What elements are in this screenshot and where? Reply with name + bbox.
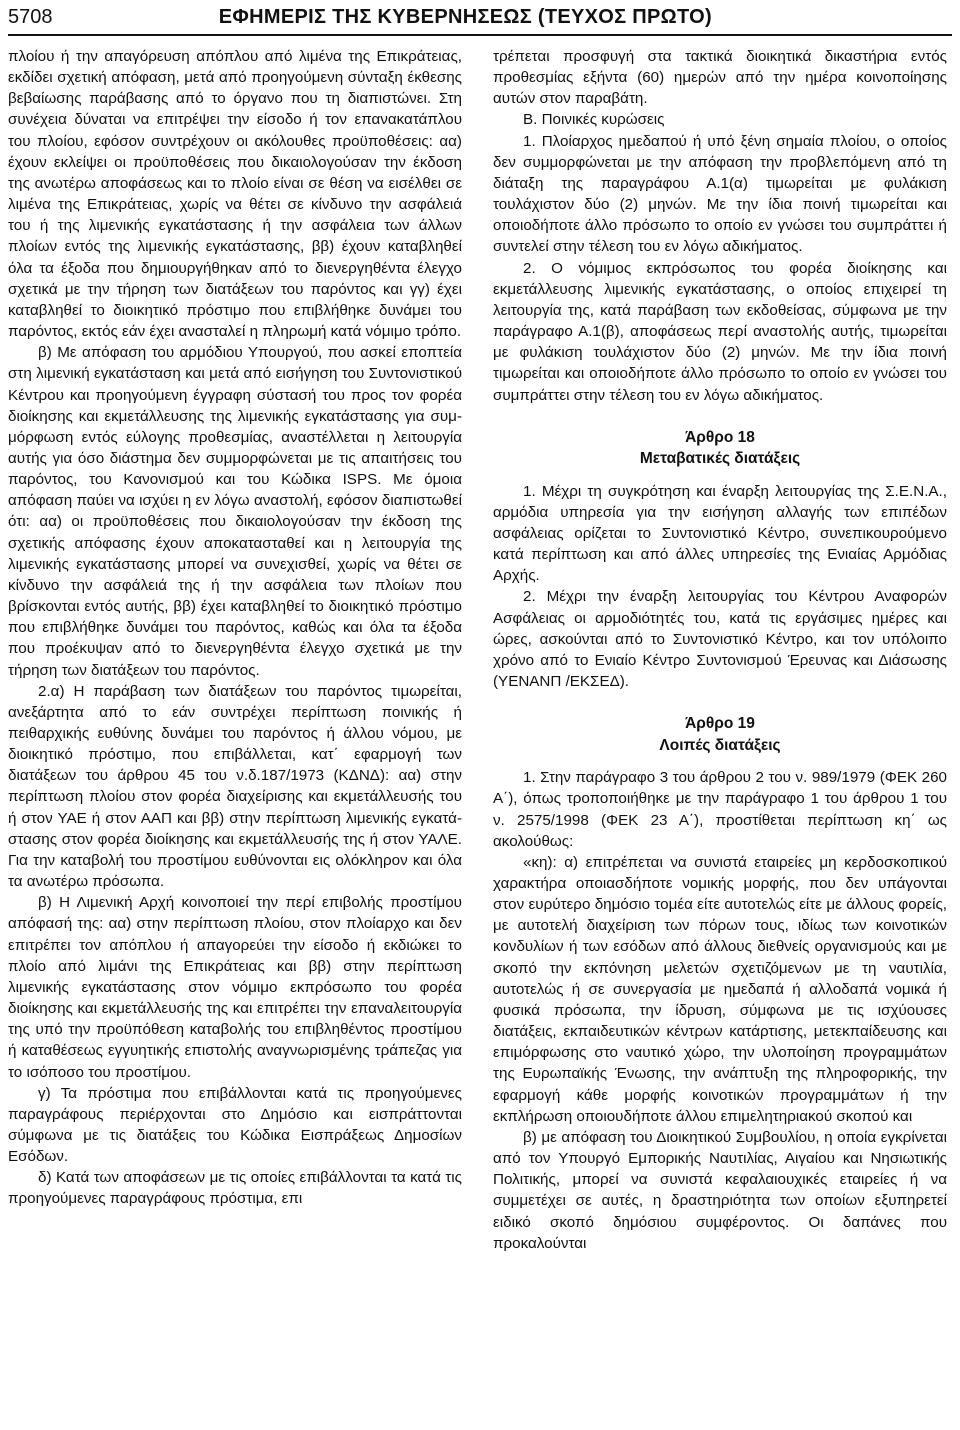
gazette-title: ΕΦΗΜΕΡΙΣ ΤΗΣ ΚΥΒΕΡΝΗΣΕΩΣ (ΤΕΥΧΟΣ ΠΡΩΤΟ) [218,5,712,28]
section-heading: Β. Ποινικές κυρώσεις [523,111,665,129]
article-18-heading: Άρθρο 18 [685,428,755,446]
article-18-title: Μεταβατικές διατάξεις [639,450,801,468]
article-19-heading: Άρθρο 19 [685,715,755,733]
paragraph: 1. Μέχρι τη συγκρότηση και έναρξη λειτουργίας της Σ.Ε.Ν.Α., αρμόδια υπηρεσία για την εισήγηση αλλαγής των επιπέδων ασφάλειας ορίζεται το Συντονιστικό Κέντρο, συνεπικουρούμενο κατά περίπτωση και από άλλες υπηρεσίες της Ενιαίας Αρμόδιας Αρχής. [493,482,947,585]
paragraph: 2. Ο νόμιμος εκπρόσωπος του φορέα διοίκησης και εκμετάλλευσης λιμενικής εγκατάστασης, ο οποίος επιχειρεί τη λειτουργία της, κατά παράβαση των εκδοθείσας, σύμφωνα με την παράγραφο Α.1(β), αποφάσεως περί αναστολής αυτής, τιμωρείται με φυλάκιση τουλάχιστον δύο (2) μηνών. Με την ίδια ποινή τιμωρείται και οποιοδήποτε άλλο πρόσωπο το οποίο εν γνώσει του συμπράττει στην τέλεση του εν λόγω αδικήματος. [493,259,947,404]
paragraph: τρέπεται προσφυγή στα τακτικά διοικητικά δικαστήρια εντός προθεσμίας εξήντα (60) ημερών από την ημέρα κοινοποίησης αυτών στον παραβάτη. [493,48,947,108]
page-number: 5708 [8,5,53,28]
page-header [8,0,952,36]
paragraph: β) Η Λιμενική Αρχή κοινοποιεί την περί επιβολής προστίμου απόφασή της: αα) στην περίπτωση πλοίου, στον πλοίαρχο και δεν επιτρέπει τον απόπλου ή απαγορεύει την είσοδο ή εκδιώκει το πλοίο από λιμάνι της Επικράτειας και ββ) στην περίπτωση λιμενικής εγκατάστασης στον νόμιμο εκπρόσωπο του φορέα διοίκησης και εκμετάλλευσής της και επιτρέπει την επαναλειτουργία της υπό την προϋπόθεση καταβολής του επιβληθέντος προστίμου ή καταθέσεως εγγυητικής επιστολής αναγνωρισμένης τράπεζας για το ισόποσο του προστίμου. [8,894,462,1081]
article-19-title: Λοιπές διατάξεις [659,736,781,754]
paragraph: γ) Τα πρόστιμα που επιβάλλονται κατά τις προηγούμενες παραγράφους περιέρχονται στο Δημόσιο και εισπράττονται σύμφωνα με τις διατάξεις του Κώδικα Εισπράξεως Δημοσίων Εσόδων. [8,1084,462,1166]
left-column [8,46,462,1210]
paragraph: δ) Κατά των αποφάσεων με τις οποίες επιβάλλονται τα κατά τις προηγούμενες παραγράφους πρόστιμα, επι [8,1169,462,1208]
paragraph: β) με απόφαση του Διοικητικού Συμβουλίου, η οποία εγκρίνεται από τον Υπουργό Εμπορικής Ναυτιλίας, Αιγαίου και Νησιωτικής Πολιτικής, μπορεί να συνιστά κεφαλαιουχικές εταιρείες ή να συμμετέχει σε αυτές, η δραστηριότητα των οποίων εξυπηρετεί ειδικό σκοπό δημόσιου συμφέροντος. Οι δαπάνες που προκαλούνται [493,1128,947,1252]
paragraph: «κη): α) επιτρέπεται να συνιστά εταιρείες μη κερδοσκοπικού χαρακτήρα οποιασδήποτε νομικής μορφής, που δεν υπάγονται στον ευρύτερο δημόσιο τομέα είτε αυτοτελώς είτε με άλλους φορείς, με αυτοτελή διαχείριση των πόρων τους, ιδίως των κοινοτικών κονδυλίων ή των εσόδων από άλλους διεθνείς οργανισμούς και με σκοπό την εκπόνηση μελετών σχετιζόμενων με τη ναυτιλία, αυτοτελώς ή σε συνεργασία με ημεδαπά ή αλλοδαπά νομικά ή φυσικά πρόσωπα, την ίδρυση, σύμφωνα με τις ισχύουσες διατάξεις, εκπαιδευτικών κέντρων κατάρτισης, μετεκπαίδευσης και επιμόρφωσης στο ναυτικό χώρο, την υλοποίηση προγραμμάτων της Ευρωπαϊκής Ένωσης, την ανάπτυξη της πληροφορικής, την εφαρμογή κάθε μορφής κοινοτικών προγραμμάτων ή την εκπλήρωση οποιουδήποτε άλλου επιμελητηριακού σκοπού και [493,853,947,1125]
paragraph: 1. Πλοίαρχος ημεδαπού ή υπό ξένη σημαία πλοίου, ο οποίος δεν συμμορφώνεται με την απόφαση την προβλεπόμενη από τη διάταξη της παραγράφου Α.1(α) τιμωρείται με φυλάκιση τουλάχιστον δύο (2) μηνών. Με την ίδια ποινή τιμωρείται και οποιοδήποτε άλλο πρόσωπο το οποίο εν γνώσει του συμπράττει ή συντελεί στην τέλεση του εν λόγω αδικήματος. [493,132,947,256]
paragraph: β) Με απόφαση του αρμόδιου Υπουργού, που ασκεί εποπτεία στη λιμενική εγκατάσταση και μετά από εισήγηση του Συντονιστικού Κέντρου και προηγούμενη έγγραφη σύστασή του προς τον φορέα διοίκησης και εκμετάλλευσης της λιμενικής εγκατάστασης για συμμόρφωση εντός εύλογης προθεσμίας, αναστέλλεται η λειτουργία αυτής για όσο διάστημα δεν συμμορφώνεται με τις απαιτήσεις του παρόντος, του Κανονισμού και του Κώδικα ISPS. Με όμοια απόφαση παύει να ισχύει η εν λόγω αναστολή, εφόσον διαπιστωθεί ότι: αα) οι προϋποθέσεις που δικαιολογούσαν την έκδοση της σχετικής απόφασης έχουν αποκατασταθεί και η λειτουργία της λιμενικής εγκατάστασης μπορεί να συνεχισθεί, χωρίς να θέτει σε κίνδυνο την ασφάλειά της ή την ασφάλεια των πλοίων που βρίσκονται εντός αυτής, ββ) έχει καταβληθεί το διοικητικό πρόστιμο που επιβλήθηκε δυνάμει του παρόντος, καθώς και όλα τα έξοδα που προέκυψαν από το διενεργηθέντα έλεγχο σχετικά με την τήρηση των διατάξεων του παρόντος. [8,344,462,679]
paragraph: 2.α) Η παράβαση των διατάξεων του παρόντος τιμωρείται, ανεξάρτητα από το εάν συντρέχει περίπτωση ποινικής ή πειθαρχικής ευθύνης δυνάμει του παρόντος ή άλλου νόμου, με διοικητικό πρόστιμο, που επιβάλλεται, κατ΄ εφαρμογή των διατάξεων του άρθρου 45 του ν.δ.187/1973 (ΚΔΝΔ): αα) στην περίπτωση πλοίου στον φορέα διαχείρισης και εκμετάλλευσής του ή στον ΥΑΕ ή στον ΑΑΠ και ββ) στην περίπτωση λιμενικής εγκατάστασης στον φορέα διοίκησης και εκμετάλλευσής της ή στον ΥΑΛΕ. Για την καταβολή του προστίμου ευθύνονται εις ολόκληρον και όλα τα ανωτέρω πρόσωπα. [8,682,462,891]
paragraph: πλοίου ή την απαγόρευση απόπλου από λιμένα της Επικράτειας, εκδίδει σχετική απόφαση, μετά από προηγούμενη σύνταξη έκθεσης βεβαίωσης παράβασης από το όργανο που τη διαπιστώνει. Στη συνέχεια δύναται να επιτρέψει την είσοδο ή τον επανακατάπλου του πλοίου, εφόσον συντρέχουν οι ακόλουθες προϋποθέσεις: αα) έχουν εκλείψει οι προϋποθέσεις που δικαιολογούσαν την έκδοση της ανωτέρω αποφάσεως και το πλοίο είναι σε θέση να εισέλθει σε λιμένα της Επικράτειας, χωρίς να θέτει σε κίνδυνο την ασφάλειά του ή της λιμενικής εγκατάστασης ή την ασφάλεια των άλλων πλοίων εντός της λιμενικής εγκατάστασης, ββ) έχουν καταβληθεί όλα τα έξοδα που δημιουργήθηκαν από το διενεργηθέντα έλεγχο σχετικά με την τήρηση των διατάξεων του παρόντος και γγ) έχει καταβληθεί το διοικητικό πρόστιμο που επιβλήθηκε δυνάμει του παρόντος, εκτός εάν έχει ανασταλεί η πληρωμή κατά νόμιμο τρόπο. [8,48,462,341]
paragraph: 1. Στην παράγραφο 3 του άρθρου 2 του ν. 989/1979 (ΦΕΚ 260 Α΄), όπως τροποποιήθηκε με την παράγραφο 1 του άρθρου 1 του ν. 2575/1998 (ΦΕΚ 23 Α΄), προστίθεται περίπτωση κη΄ ως ακολούθως: [493,769,947,850]
right-column [493,46,947,1254]
paragraph: 2. Μέχρι την έναρξη λειτουργίας του Κέντρου Αναφορών Ασφάλειας οι αρμοδιότητές του, κατά τις εργάσιμες ημέρες και ώρες, ασκούνται από το Συντονιστικό Κέντρο, και τον υπόλοιπο χρόνο από το Ενιαίο Κέντρο Συντονισμού Έρευνας και Διάσωσης (ΥΕΝΑΝΠ /ΕΚΣΕΔ). [493,588,947,691]
